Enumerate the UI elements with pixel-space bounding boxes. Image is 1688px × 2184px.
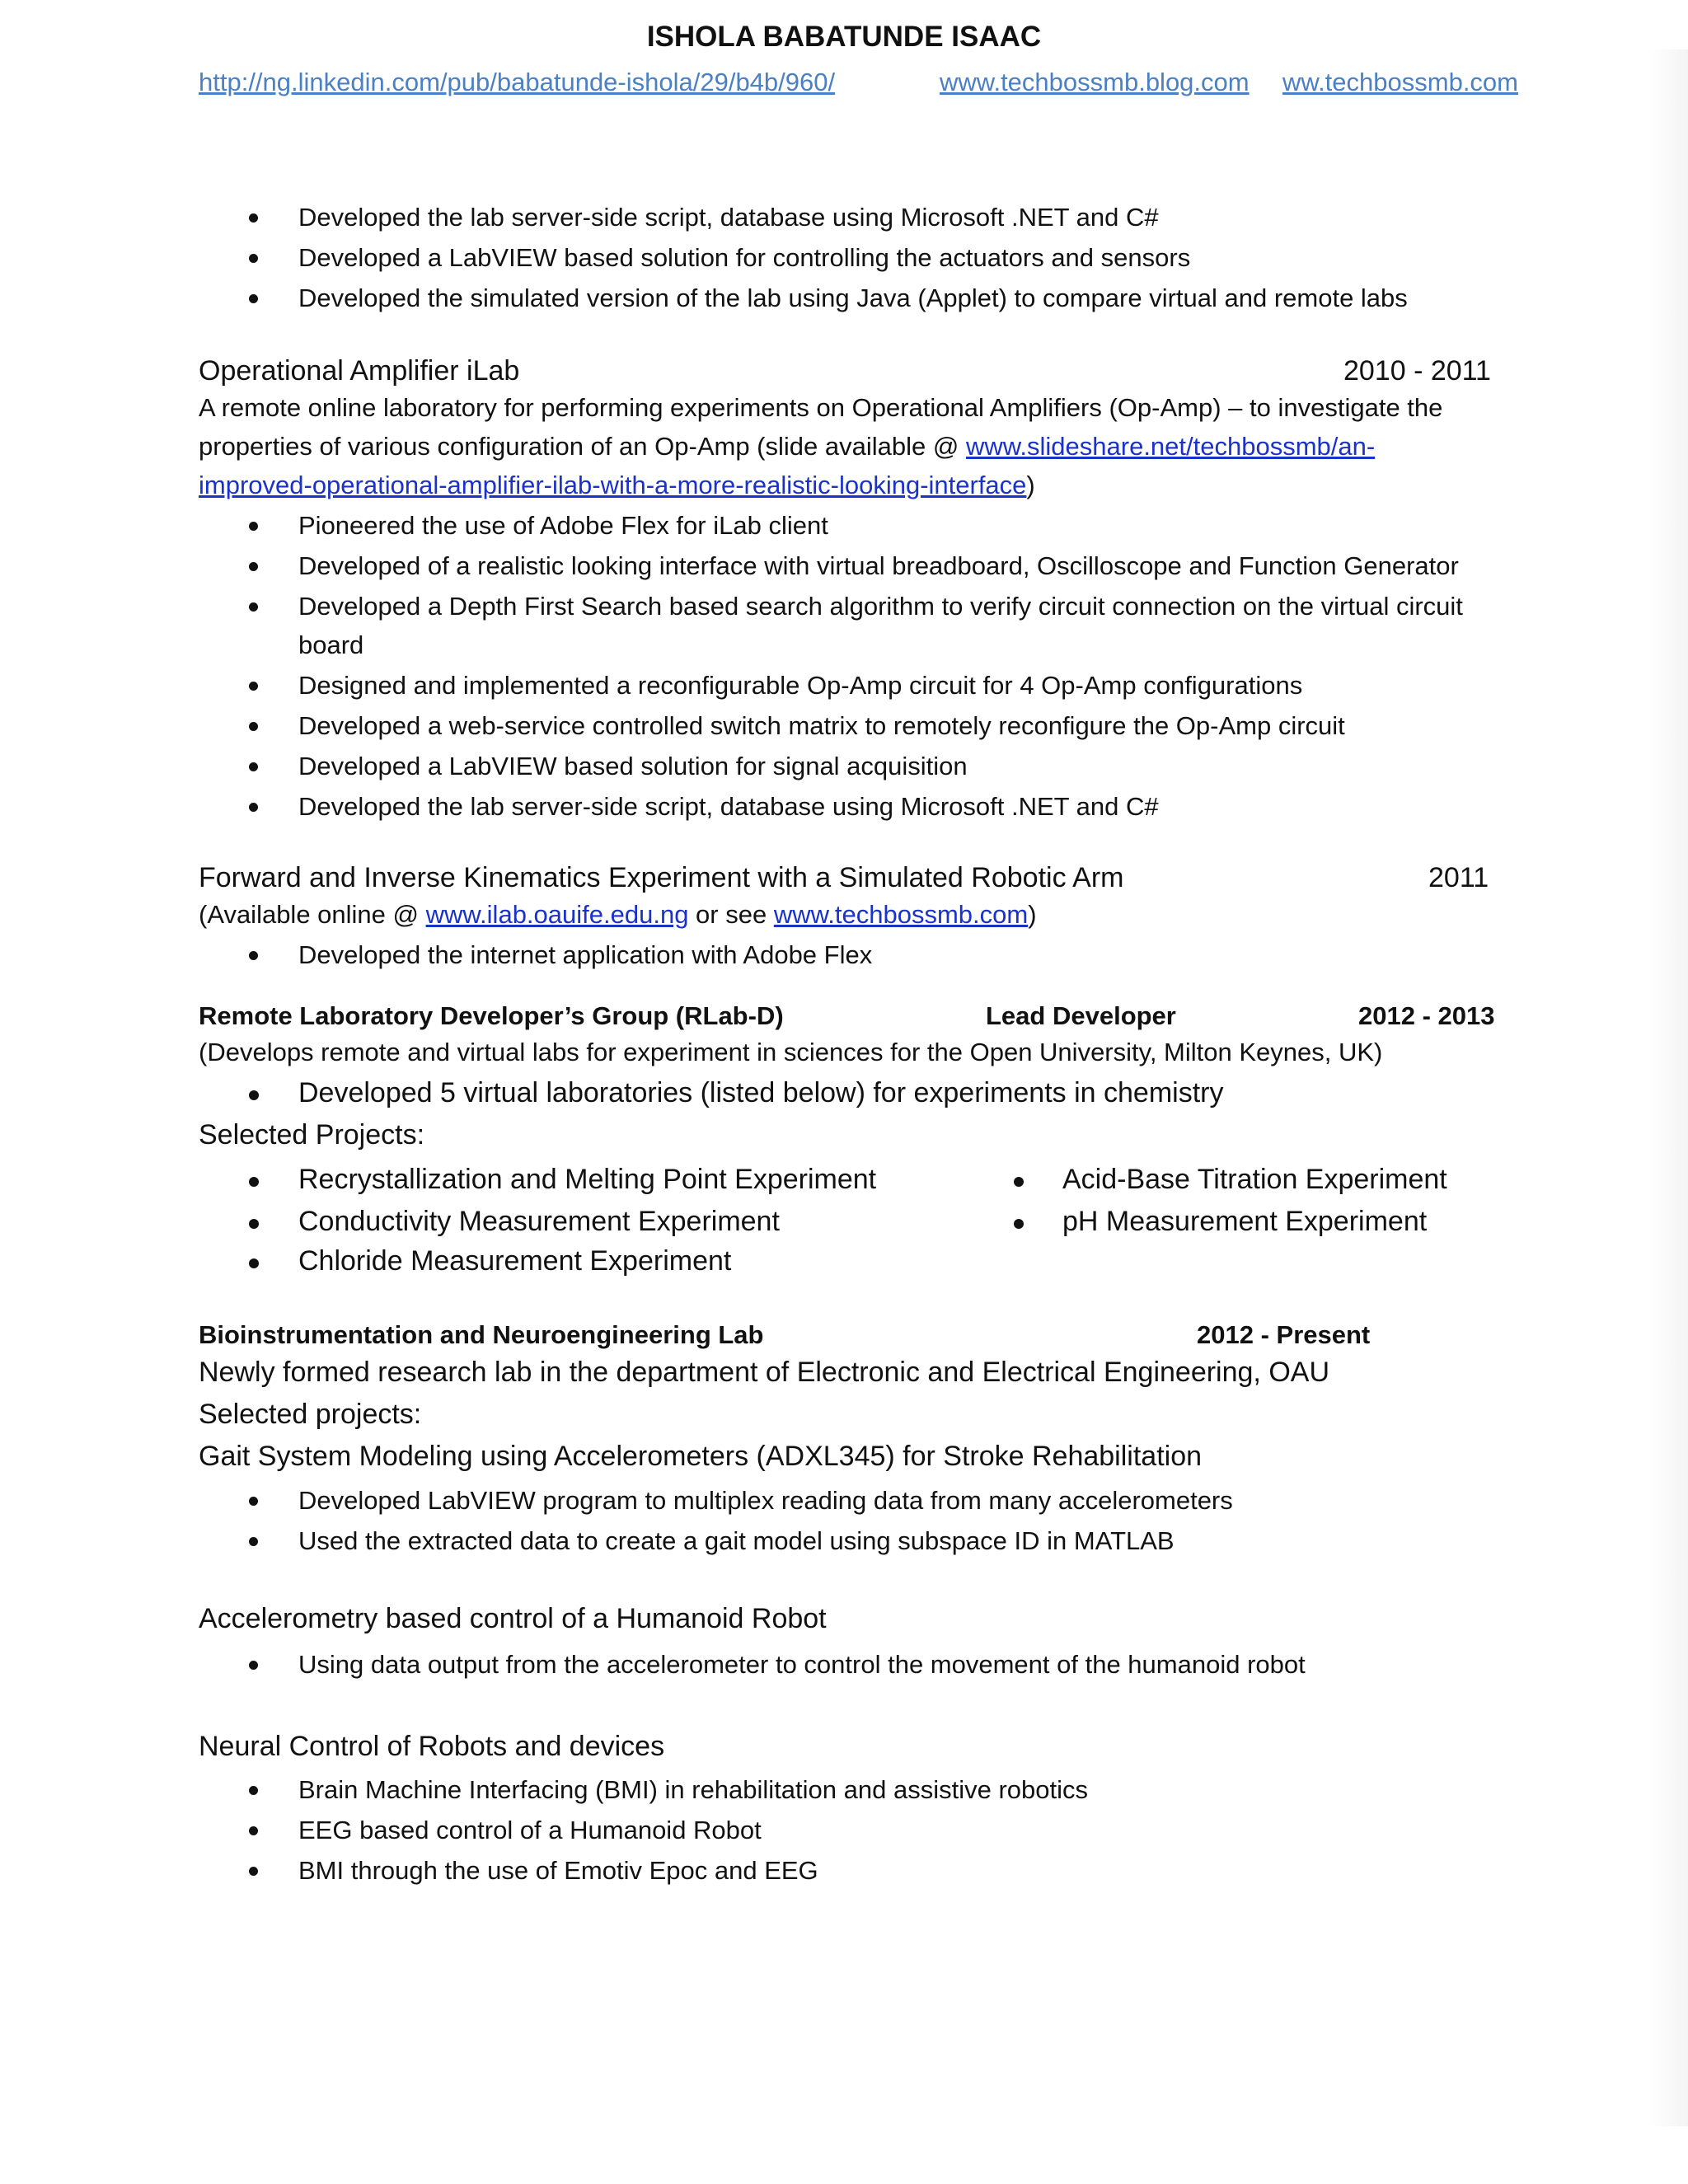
- project-title: Neural Control of Robots and devices: [199, 1731, 665, 1762]
- bullet-icon: [249, 522, 258, 531]
- bullet-icon: [249, 1219, 259, 1229]
- bullet-icon: [249, 951, 258, 960]
- bullet-icon: [249, 254, 258, 263]
- bullet-icon: [249, 213, 258, 223]
- list-item: Developed LabVIEW program to multiplex reading data from many accelerometers: [298, 1486, 1233, 1515]
- list-item: Using data output from the accelerometer to control the movement of the humanoid robot: [298, 1650, 1306, 1679]
- resume-name: ISHOLA BABATUNDE ISAAC: [646, 21, 1042, 53]
- list-item: Developed a LabVIEW based solution for controlling the actuators and sensors: [298, 243, 1191, 272]
- list-item: Developed 5 virtual laboratories (listed below) for experiments in chemistry: [298, 1077, 1224, 1108]
- list-item: Developed a web-service controlled switch matrix to remotely reconfigure the Op-Amp circuit: [298, 711, 1345, 740]
- project-list-item: Chloride Measurement Experiment: [298, 1245, 732, 1277]
- project-list-item: Recrystallization and Melting Point Experiment: [298, 1164, 877, 1195]
- organization-description: (Develops remote and virtual labs for experiment in sciences for the Open University, Milton Keynes, UK): [199, 1038, 1383, 1066]
- bullet-icon: [249, 1258, 259, 1268]
- slideshare-link-continued[interactable]: improved-operational-amplifier-ilab-with-a-more-realistic-looking-interface: [199, 471, 1027, 499]
- list-item: Developed a Depth First Search based search algorithm to verify circuit connection on the virtual circuit: [298, 592, 1463, 621]
- bullet-icon: [249, 602, 258, 612]
- section-subheading: Selected projects:: [199, 1399, 422, 1430]
- project-date: 2010 - 2011: [1343, 355, 1491, 387]
- project-description-line: [199, 471, 1035, 499]
- project-description-line: [199, 433, 1375, 461]
- ilab-link[interactable]: www.ilab.oauife.edu.ng: [425, 900, 689, 929]
- list-item: EEG based control of a Humanoid Robot: [298, 1816, 762, 1844]
- availability-text: (Available online @: [199, 900, 426, 929]
- bullet-icon: [249, 1177, 259, 1187]
- website-link[interactable]: ww.techbossmb.com: [1282, 68, 1518, 96]
- role-title: Lead Developer: [986, 1001, 1176, 1030]
- section-subheading: Selected Projects:: [199, 1119, 425, 1151]
- bullet-icon: [249, 1090, 259, 1100]
- project-description: A remote online laboratory for performing experiments on Operational Amplifiers (Op-Amp) – to investigate the: [199, 393, 1443, 422]
- bullet-icon: [249, 682, 258, 691]
- list-item: Developed a LabVIEW based solution for signal acquisition: [298, 752, 968, 780]
- list-item: Developed of a realistic looking interface with virtual breadboard, Oscilloscope and Function Generator: [298, 551, 1459, 580]
- bullet-icon: [249, 294, 258, 303]
- project-title: Gait System Modeling using Accelerometers (ADXL345) for Stroke Rehabilitation: [199, 1441, 1203, 1472]
- bullet-icon: [1014, 1219, 1024, 1229]
- bullet-icon: [249, 722, 258, 731]
- project-title: Operational Amplifier iLab: [199, 355, 520, 387]
- list-item-continuation: board: [298, 630, 364, 659]
- availability-line: [199, 901, 1037, 929]
- blog-link[interactable]: www.techbossmb.blog.com: [940, 68, 1250, 96]
- project-title: Forward and Inverse Kinematics Experiment with a Simulated Robotic Arm: [199, 862, 1124, 893]
- bullet-icon: [249, 1786, 258, 1795]
- linkedin-link[interactable]: http://ng.linkedin.com/pub/babatunde-ishola/29/b4b/960/: [199, 68, 836, 96]
- bullet-icon: [249, 762, 258, 771]
- slideshare-link[interactable]: www.slideshare.net/techbossmb/an-: [965, 432, 1376, 461]
- availability-text: ): [1028, 900, 1037, 929]
- list-item: Used the extracted data to create a gait model using subspace ID in MATLAB: [298, 1526, 1175, 1555]
- project-date: 2011: [1428, 862, 1489, 893]
- bullet-icon: [249, 1537, 258, 1546]
- description-text: ): [1026, 471, 1035, 499]
- page-edge-shadow: [1648, 49, 1688, 2126]
- list-item: Designed and implemented a reconfigurable Op-Amp circuit for 4 Op-Amp configurations: [298, 671, 1303, 700]
- list-item: Developed the lab server-side script, database using Microsoft .NET and C#: [298, 203, 1159, 232]
- list-item: Developed the lab server-side script, database using Microsoft .NET and C#: [298, 792, 1159, 821]
- organization-date: 2012 - 2013: [1358, 1001, 1495, 1030]
- list-item: Developed the internet application with Adobe Flex: [298, 940, 873, 969]
- project-list-item: pH Measurement Experiment: [1062, 1206, 1428, 1237]
- bullet-icon: [249, 1497, 258, 1506]
- description-text: properties of various configuration of an Op-Amp (slide available @: [199, 432, 966, 461]
- bullet-icon: [249, 1867, 258, 1876]
- organization-title: Remote Laboratory Developer’s Group (RLab-D): [199, 1001, 784, 1030]
- bullet-icon: [249, 803, 258, 812]
- organization-title: Bioinstrumentation and Neuroengineering Lab: [199, 1320, 764, 1349]
- list-item: Pioneered the use of Adobe Flex for iLab client: [298, 511, 828, 540]
- bullet-icon: [249, 1826, 258, 1835]
- list-item: Brain Machine Interfacing (BMI) in rehabilitation and assistive robotics: [298, 1775, 1089, 1804]
- bullet-icon: [249, 1661, 258, 1670]
- organization-description: Newly formed research lab in the department of Electronic and Electrical Engineering, OAU: [199, 1357, 1330, 1388]
- project-title: Accelerometry based control of a Humanoid Robot: [199, 1603, 827, 1634]
- organization-date: 2012 - Present: [1197, 1320, 1371, 1349]
- bullet-icon: [249, 562, 258, 571]
- project-list-item: Conductivity Measurement Experiment: [298, 1206, 780, 1237]
- techbossmb-link[interactable]: www.techbossmb.com: [773, 900, 1029, 929]
- list-item: Developed the simulated version of the lab using Java (Applet) to compare virtual and remote labs: [298, 284, 1408, 312]
- project-list-item: Acid-Base Titration Experiment: [1062, 1164, 1447, 1195]
- bullet-icon: [1014, 1177, 1024, 1187]
- availability-text: or see: [688, 900, 774, 929]
- list-item: BMI through the use of Emotiv Epoc and EEG: [298, 1856, 818, 1885]
